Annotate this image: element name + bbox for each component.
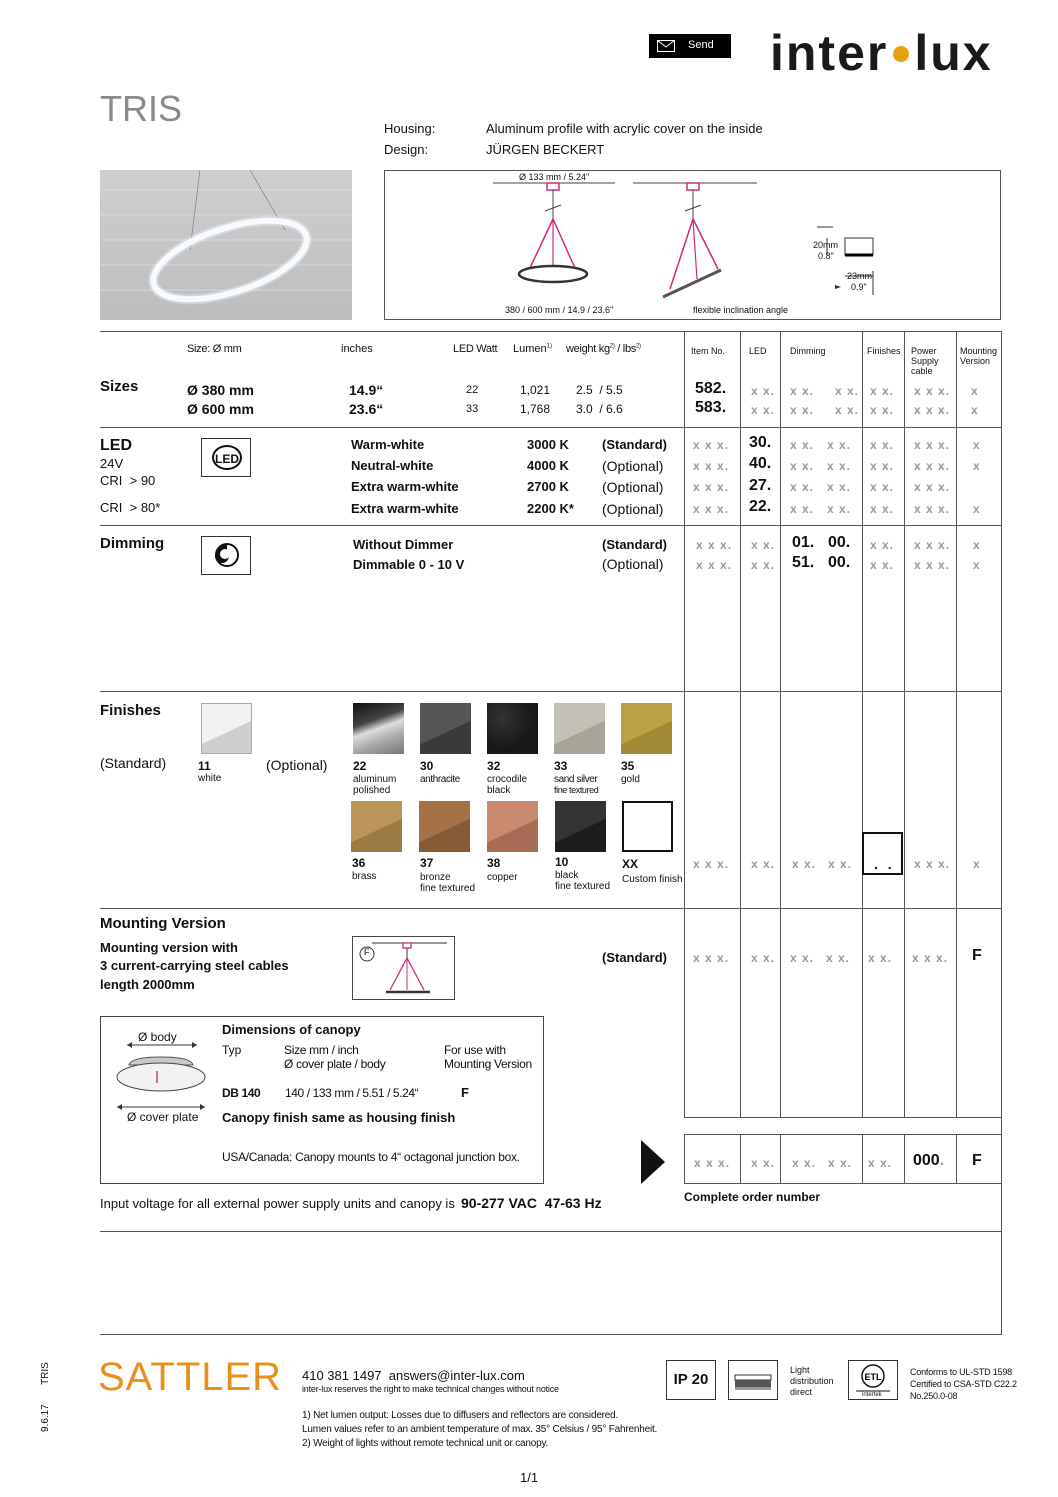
size-dim-slot-1: x x. (790, 384, 815, 398)
finish-code-xx: XX (622, 857, 639, 871)
dim-code-00: 00. (828, 534, 851, 551)
led-fin-slot: x x. (870, 502, 895, 516)
led-row-kelvin: 2700 K (527, 479, 569, 494)
led-dim-slot-2: x x. (827, 438, 852, 452)
canopy-size-label-2: Ø cover plate / body (284, 1057, 386, 1071)
dimming-row-name: Without Dimmer (353, 537, 454, 552)
led-item-slot: x x x. (693, 502, 730, 516)
dimming-section-rule (100, 525, 1001, 526)
side-date-label: 9.6.17 TRIS (40, 1362, 51, 1432)
item-code-582: 582. (695, 380, 727, 397)
finish-swatch-10[interactable] (555, 801, 606, 852)
canopy-dimension: Ø 133 mm / 5.24" (519, 172, 590, 182)
finish-swatch-37[interactable] (419, 801, 470, 852)
mounting-desc-3: length 2000mm (100, 977, 195, 992)
weight-380: 2.5 / 5.5 (576, 383, 623, 397)
voltage-rule (100, 1231, 1001, 1232)
col-item-no: Item No. (691, 346, 726, 356)
light-distribution-label: Light distribution direct (790, 1365, 834, 1397)
footer-email[interactable]: answers@inter-lux.com (388, 1368, 525, 1383)
etl-cert-icon: ETL intertek (848, 1360, 898, 1400)
finish-desc-30: anthracite (420, 774, 460, 785)
page-number: 1/1 (520, 1470, 539, 1485)
footnote-3: 2) Weight of lights without remote technical unit or canopy. (302, 1438, 549, 1449)
finish-desc-33: sand silver fine textured (554, 774, 599, 795)
led-cri-80: CRI > 80* (100, 500, 161, 515)
canopy-box (100, 1016, 544, 1184)
finish-code-33: 33 (554, 759, 568, 773)
led-ps-slot: x x x. (914, 459, 951, 473)
finish-code-30: 30 (420, 759, 434, 773)
product-title: TRIS (100, 88, 183, 129)
size-ps-slot: x x x. (914, 384, 951, 398)
size-dim-slot-2: x x. (835, 403, 860, 417)
footnote-1: 1) Net lumen output: Losses due to diffusers and reflectors are considered. (302, 1410, 619, 1421)
finish-code-36: 36 (352, 856, 366, 870)
led-voltage: 24V (100, 456, 124, 471)
mv-item-slot: x x x. (693, 951, 730, 965)
mounting-section-rule (100, 908, 1001, 909)
led-section-rule (100, 427, 1001, 428)
lumen-380: 1,021 (520, 383, 551, 397)
size-380: Ø 380 mm (187, 382, 254, 398)
col-weight: weight $kg^{2)} / lbs^{2)}$ (566, 343, 641, 355)
finishes-title: Finishes (100, 702, 161, 719)
watt-600: 33 (466, 403, 479, 415)
footnote-2: Lumen values refer to an ambient temperature of max. 35° Celsius / 95° Fahrenheit. (302, 1424, 658, 1435)
dim-mv-slot: x (973, 538, 981, 552)
canopy-title: Dimensions of canopy (222, 1022, 361, 1037)
led-code-30: 30. (749, 434, 772, 451)
ring-dimension: 380 / 600 mm / 14.9 / 23.6" (505, 305, 614, 315)
fin-mv-slot: x (973, 857, 981, 871)
size-mv-slot: x (971, 384, 979, 398)
inches-380: 14.9“ (349, 382, 384, 398)
mounting-title: Mounting Version (100, 915, 226, 932)
col-divider-1 (684, 331, 685, 1118)
mounting-desc-1: Mounting version with (100, 940, 238, 955)
led-fin-slot: x x. (870, 459, 895, 473)
height-dimension-mm: 20mm (813, 240, 839, 250)
footer-phone: 410 381 1497 (302, 1368, 382, 1383)
col-size: Size: Ø mm (187, 343, 242, 355)
design-label: Design: (384, 142, 429, 157)
dimming-row-option: (Standard) (602, 537, 667, 552)
dim-ps-slot: x x x. (914, 538, 951, 552)
col-divider-6 (956, 331, 957, 1118)
finish-desc-35: gold (621, 774, 640, 785)
led-mv-slot: x (973, 459, 981, 473)
dim-led-slot: x x. (751, 558, 776, 572)
led-ps-slot: x x x. (914, 438, 951, 452)
mv-fin-slot: x x. (868, 951, 893, 965)
dim-fin-slot: x x. (870, 538, 895, 552)
led-code-27: 27. (749, 477, 772, 494)
size-ps-slot: x x x. (914, 403, 951, 417)
mounting-diagram: F (352, 936, 455, 1000)
finish-desc-22: aluminum polished (353, 774, 397, 796)
finish-swatch-38[interactable] (487, 801, 538, 852)
finish-desc-32: crocodile black (487, 774, 528, 796)
flex-angle-label: flexible inclination angle (693, 305, 789, 315)
design-value: JÜRGEN BECKERT (486, 142, 605, 157)
cert-text: Conforms to UL-STD 1598 Certified to CSA-STD C22.2 No.250.0-08 (910, 1367, 1017, 1401)
finish-swatch-22[interactable] (353, 703, 404, 754)
led-row-kelvin: 4000 K (527, 458, 569, 473)
col-mounting: Mounting Version (960, 346, 998, 366)
led-row-option: (Optional) (602, 501, 664, 517)
ip-rating-badge: IP 20 (666, 1360, 716, 1400)
voltage-label: Input voltage for all external power supply units and canopy is (100, 1196, 455, 1211)
complete-order-label: Complete order number (684, 1190, 821, 1204)
mounting-bottom-rule (684, 1117, 1001, 1118)
housing-value: Aluminum profile with acrylic cover on the inside (486, 121, 763, 136)
led-row-name: Extra warm-white (351, 501, 459, 516)
lumen-600: 1,768 (520, 402, 551, 416)
finish-swatch-36[interactable] (351, 801, 402, 852)
size-led-slot: x x. (751, 384, 776, 398)
led-title: LED (100, 437, 132, 454)
canopy-use-label-2: Mounting Version (444, 1057, 532, 1071)
product-photo (100, 170, 352, 320)
led-dim-slot-2: x x. (827, 459, 852, 473)
led-row-name: Neutral-white (351, 458, 434, 473)
order-fin-slot: x x. (868, 1156, 893, 1170)
col-divider-4 (862, 331, 863, 1118)
led-dim-slot-2: x x. (827, 502, 852, 516)
finishes-optional: (Optional) (266, 757, 328, 773)
technical-drawing (384, 170, 1001, 320)
dim-fin-slot: x x. (870, 558, 895, 572)
finish-desc-38: copper (487, 872, 518, 883)
canopy-size-label-1: Size mm / inch (284, 1043, 359, 1057)
inches-600: 23.6“ (349, 401, 384, 417)
finish-code-37: 37 (420, 856, 434, 870)
order-divider (780, 1134, 781, 1184)
dimmer-icon (201, 536, 251, 575)
led-code-40: 40. (749, 455, 772, 472)
led-fin-slot: x x. (870, 480, 895, 494)
height-dimension-in: 0.8" (818, 251, 834, 261)
order-divider (862, 1134, 863, 1184)
led-dim-slot-2: x x. (827, 480, 852, 494)
col-led: LED (749, 346, 767, 356)
order-dim-slot-1: x x. (792, 1156, 817, 1170)
finish-swatch-35[interactable] (621, 703, 672, 754)
width-dimension-in: 0.9" (851, 282, 867, 292)
mv-ps-slot: x x x. (912, 951, 949, 965)
finish-code-22: 22 (353, 759, 367, 773)
item-code-583: 583. (695, 399, 727, 416)
finish-code-32: 32 (487, 759, 501, 773)
mounting-code-f: F (972, 947, 982, 964)
page-bottom-rule (100, 1334, 1001, 1335)
fin-dim-slot-2: x x. (828, 857, 853, 871)
dim-item-slot: x x x. (696, 538, 733, 552)
canopy-plate-label: Ø cover plate (127, 1110, 199, 1124)
size-dim-slot-2: x x. (835, 384, 860, 398)
finish-code-11: 11 (198, 759, 211, 773)
mv-dim-slot-1: x x. (790, 951, 815, 965)
finish-swatch-30[interactable] (420, 703, 471, 754)
dim-mv-slot: x (973, 558, 981, 572)
mounting-option: (Standard) (602, 950, 667, 965)
finish-code-35: 35 (621, 759, 635, 773)
fin-ps-slot: x x x. (914, 857, 951, 871)
led-ps-slot: x x x. (914, 480, 951, 494)
col-power-supply: Power Supply cable (911, 346, 939, 376)
dim-item-slot: x x x. (696, 558, 733, 572)
led-item-slot: x x x. (693, 480, 730, 494)
finish-desc-10: black fine textured (555, 870, 611, 892)
light-distribution-icon (728, 1360, 778, 1400)
voltage-value: 90-277 VAC 47-63 Hz (461, 1195, 602, 1211)
col-divider-3 (780, 331, 781, 1118)
svg-text:ETL: ETL (864, 1372, 882, 1382)
dimming-row-name: Dimmable 0 - 10 V (353, 557, 465, 572)
table-top-rule (100, 331, 1001, 332)
led-item-slot: x x x. (693, 459, 730, 473)
footer-contact (302, 1368, 525, 1383)
dim-code-51: 51. (792, 554, 815, 571)
canopy-drawing (113, 1039, 213, 1119)
mv-dim-slot-2: x x. (826, 951, 851, 965)
col-led-watt: LED Watt (453, 343, 498, 355)
fin-item-slot: x x x. (693, 857, 730, 871)
watt-380: 22 (466, 384, 479, 396)
led-mv-slot: x (973, 502, 981, 516)
col-dimming: Dimming (790, 346, 826, 356)
led-row-name: Warm-white (351, 437, 425, 452)
mail-icon (657, 40, 675, 52)
sizes-title: Sizes (100, 378, 139, 395)
finish-swatch-custom[interactable] (622, 801, 673, 852)
mounting-desc-2: 3 current-carrying steel cables (100, 958, 289, 973)
order-divider (740, 1134, 741, 1184)
footer-rights: inter-lux reserves the right to make technical changes without notice (302, 1384, 559, 1394)
finish-swatch-33[interactable] (554, 703, 605, 754)
finish-swatch-11[interactable] (201, 703, 252, 754)
finishes-standard: (Standard) (100, 755, 167, 771)
col-divider-7 (1001, 331, 1002, 1335)
size-mv-slot: x (971, 403, 979, 417)
dim-led-slot: x x. (751, 538, 776, 552)
canopy-body-label: Ø body (138, 1030, 177, 1044)
housing-label: Housing: (384, 121, 436, 136)
size-600: Ø 600 mm (187, 401, 254, 417)
canopy-typ: DB 140 (222, 1086, 261, 1100)
order-dim-slot-2: x x. (828, 1156, 853, 1170)
size-fin-slot: x x. (870, 384, 895, 398)
col-divider-5 (904, 331, 905, 1118)
order-arrow-icon (641, 1140, 667, 1184)
canopy-typ-label: Typ (222, 1043, 242, 1057)
finishes-section-rule (100, 691, 1001, 692)
order-ps-code: 000. (913, 1152, 945, 1169)
finish-desc-37: bronze fine textured (420, 872, 476, 894)
order-divider (904, 1134, 905, 1184)
finish-code-box[interactable]: . . (862, 832, 903, 875)
finish-swatch-32[interactable] (487, 703, 538, 754)
dim-code-01: 01. (792, 534, 815, 551)
send-label: Send (688, 39, 714, 51)
led-icon: LED (201, 438, 251, 477)
order-led-slot: x x. (751, 1156, 776, 1170)
col-inches: inches (341, 343, 373, 355)
size-dim-slot-1: x x. (790, 403, 815, 417)
finish-desc-36: brass (352, 871, 377, 882)
led-dim-slot-1: x x. (790, 502, 815, 516)
canopy-use-label-1: For use with (444, 1043, 506, 1057)
canopy-size: 140 / 133 mm / 5.51 / 5.24“ (285, 1086, 419, 1100)
led-row-option: (Optional) (602, 458, 664, 474)
dim-ps-slot: x x x. (914, 558, 951, 572)
size-led-slot: x x. (751, 403, 776, 417)
finish-desc-11: white (198, 773, 222, 784)
canopy-usa-note: USA/Canada: Canopy mounts to 4“ octagonal junction box. (222, 1150, 520, 1164)
interlux-logo: inter lux (770, 25, 993, 81)
finish-code-10: 10 (555, 855, 569, 869)
led-row-option: (Standard) (602, 437, 667, 452)
dimming-row-option: (Optional) (602, 556, 664, 572)
canopy-use: F (461, 1085, 469, 1100)
led-dim-slot-1: x x. (790, 480, 815, 494)
led-cri-90: CRI > 90 (100, 473, 156, 488)
led-row-kelvin: 3000 K (527, 437, 569, 452)
dimming-title: Dimming (100, 535, 165, 552)
finish-desc-custom: Custom finish (622, 874, 683, 885)
led-code-22: 22. (749, 498, 772, 515)
mv-led-slot: x x. (751, 951, 776, 965)
fin-dim-slot-1: x x. (792, 857, 817, 871)
led-row-option: (Optional) (602, 479, 664, 495)
width-dimension-mm: 23mm (847, 271, 873, 281)
led-row-kelvin: 2200 K* (527, 501, 574, 516)
dim-code-00: 00. (828, 554, 851, 571)
canopy-finish-note: Canopy finish same as housing finish (222, 1110, 456, 1125)
sattler-logo: SATTLER (98, 1355, 283, 1399)
weight-600: 3.0 / 6.6 (576, 402, 623, 416)
led-ps-slot: x x x. (914, 502, 951, 516)
col-lumen: Lumen$^{1)}$ (513, 343, 552, 355)
led-fin-slot: x x. (870, 438, 895, 452)
col-finishes: Finishes (867, 346, 901, 356)
fin-led-slot: x x. (751, 857, 776, 871)
led-row-name: Extra warm-white (351, 479, 459, 494)
led-dim-slot-1: x x. (790, 438, 815, 452)
finish-code-38: 38 (487, 856, 501, 870)
order-divider (956, 1134, 957, 1184)
size-fin-slot: x x. (870, 403, 895, 417)
led-mv-slot: x (973, 438, 981, 452)
led-item-slot: x x x. (693, 438, 730, 452)
send-button[interactable] (649, 34, 731, 58)
order-mv-code: F (972, 1152, 982, 1169)
led-dim-slot-1: x x. (790, 459, 815, 473)
order-item-slot: x x x. (694, 1156, 731, 1170)
col-divider-2 (740, 331, 741, 1118)
